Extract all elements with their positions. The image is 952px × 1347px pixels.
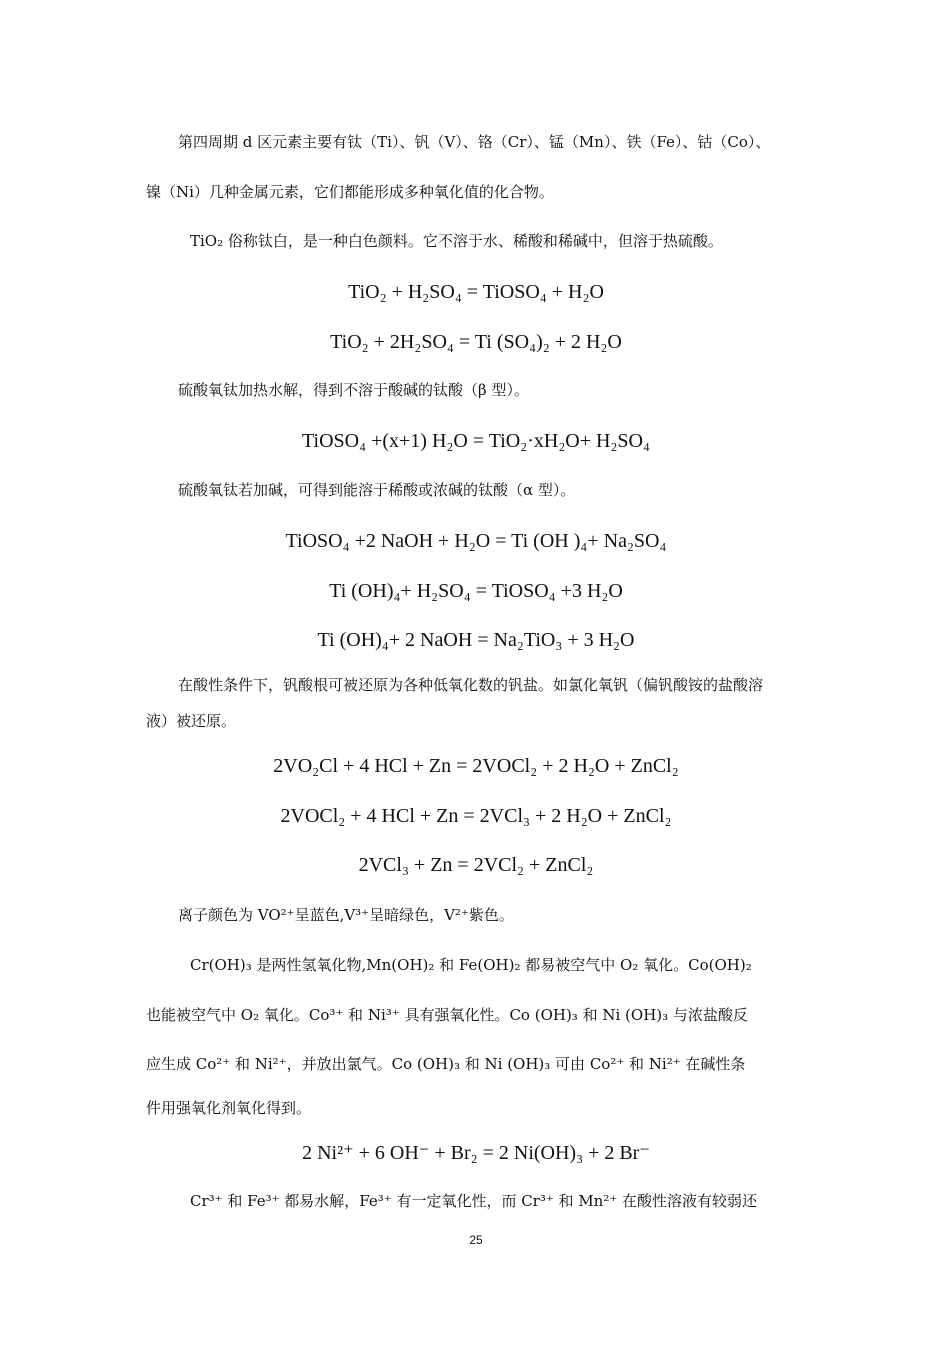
equation: Ti (OH)₄+ 2 NaOH = Na₂TiO₃ + 3 H₂O bbox=[317, 629, 635, 651]
paragraph-line: 硫酸氧钛若加碱，可得到能溶于稀酸或浓碱的钛酸（α 型）。 bbox=[178, 481, 576, 499]
equation: TiO₂ + H₂SO₄ = TiOSO₄ + H₂O bbox=[348, 281, 604, 303]
paragraph-line: TiO₂ 俗称钛白，是一种白色颜料。它不溶于水、稀酸和稀碱中，但溶于热硫酸。 bbox=[190, 232, 723, 250]
page-number: 25 bbox=[469, 1233, 483, 1247]
paragraph-line: 硫酸氧钛加热水解，得到不溶于酸碱的钛酸（β 型）。 bbox=[178, 381, 529, 399]
equation: TiOSO₄ +(x+1) H₂O = TiO₂·xH₂O+ H₂SO₄ bbox=[302, 430, 650, 452]
equation: TiOSO₄ +2 NaOH + H₂O = Ti (OH )₄+ Na₂SO₄ bbox=[285, 530, 667, 552]
equation: 2VOCl₂ + 4 HCl + Zn = 2VCl₃ + 2 H₂O + ZnCl₂ bbox=[280, 805, 672, 827]
paragraph-line: 液）被还原。 bbox=[146, 712, 237, 730]
paragraph-line: 第四周期 d 区元素主要有钛（Ti）、钒（V）、铬（Cr）、锰（Mn）、铁（Fe）、钴（Co）、 bbox=[178, 133, 771, 151]
equation: TiO₂ + 2H₂SO₄ = Ti (SO₄)₂ + 2 H₂O bbox=[330, 331, 622, 353]
equation: 2 Ni²⁺ + 6 OH⁻ + Br₂ = 2 Ni(OH)₃ + 2 Br⁻ bbox=[302, 1142, 650, 1164]
paragraph-line: 应生成 Co²⁺ 和 Ni²⁺，并放出氯气。Co (OH)₃ 和 Ni (OH)₃ 可由 Co²⁺ 和 Ni²⁺ 在碱性条 bbox=[146, 1055, 746, 1073]
equation: Ti (OH)₄+ H₂SO₄ = TiOSO₄ +3 H₂O bbox=[329, 580, 623, 602]
paragraph-line: 镍（Ni）几种金属元素，它们都能形成多种氧化值的化合物。 bbox=[146, 183, 554, 201]
equation: 2VO₂Cl + 4 HCl + Zn = 2VOCl₂ + 2 H₂O + ZnCl₂ bbox=[273, 755, 679, 777]
equation: 2VCl₃ + Zn = 2VCl₂ + ZnCl₂ bbox=[358, 854, 594, 876]
paragraph-line: 件用强氧化剂氧化得到。 bbox=[146, 1099, 312, 1117]
paragraph-line: 离子颜色为 VO²⁺呈蓝色,V³⁺呈暗绿色，V²⁺紫色。 bbox=[178, 906, 514, 924]
paragraph-line: Cr(OH)₃ 是两性氢氧化物,Mn(OH)₂ 和 Fe(OH)₂ 都易被空气中 O₂ 氧化。Co(OH)₂ bbox=[190, 956, 752, 974]
paragraph-line: 在酸性条件下，钒酸根可被还原为各种低氧化数的钒盐。如氯化氧钒（偏钒酸铵的盐酸溶 bbox=[178, 676, 764, 694]
paragraph-line: Cr³⁺ 和 Fe³⁺ 都易水解，Fe³⁺ 有一定氧化性，而 Cr³⁺ 和 Mn²⁺ 在酸性溶液有较弱还 bbox=[190, 1192, 758, 1210]
paragraph-line: 也能被空气中 O₂ 氧化。Co³⁺ 和 Ni³⁺ 具有强氧化性。Co (OH)₃ 和 Ni (OH)₃ 与浓盐酸反 bbox=[146, 1006, 748, 1024]
